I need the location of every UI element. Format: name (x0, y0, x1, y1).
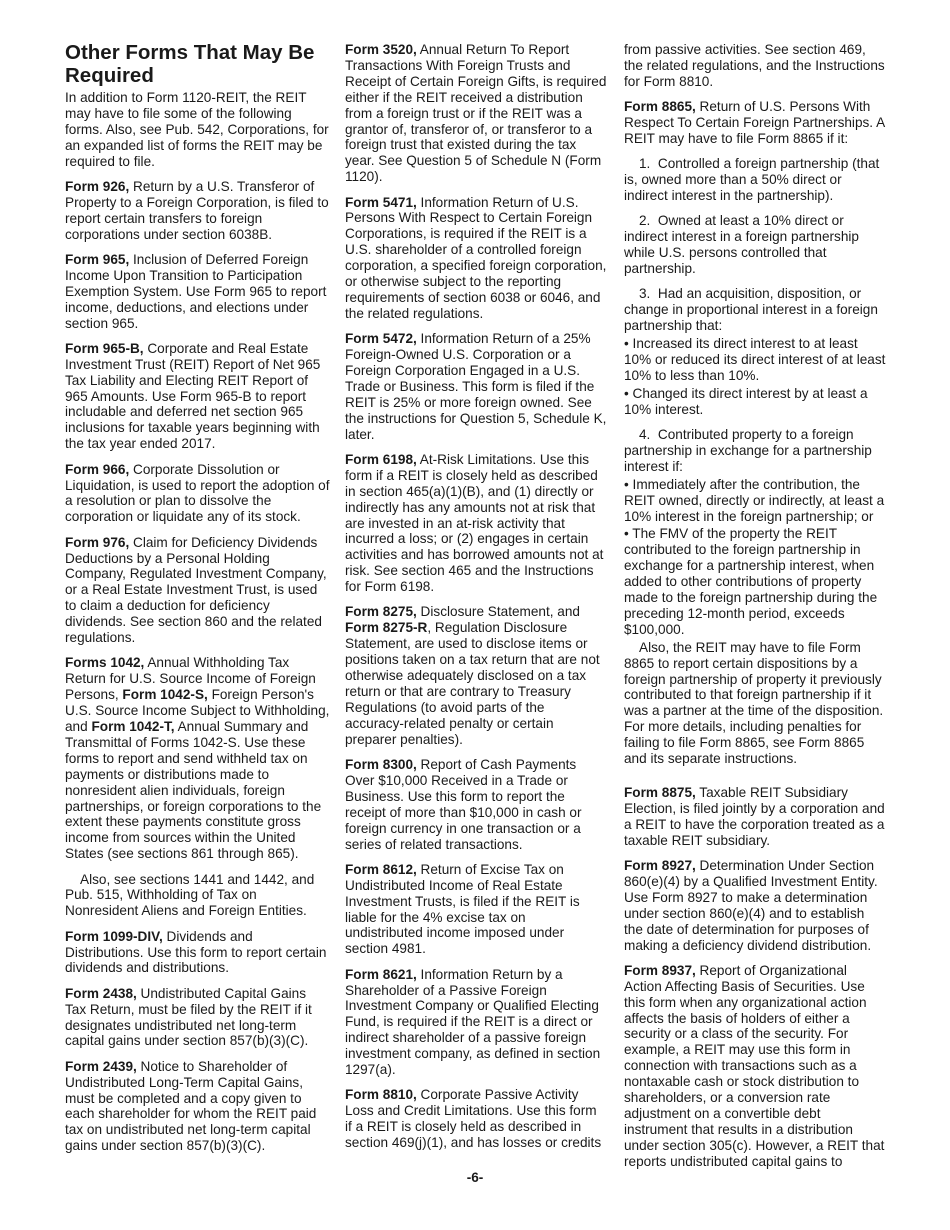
form-description: Determination Under Section 860(e)(4) by a Qualified Investment Entity. Use Form 8927 to make a determination under section 860(e)(4) and to establish the date of determination for purposes of making a deficiency dividend distribution. (624, 858, 878, 953)
form-description: Notice to Shareholder of Undistributed Long-Term Capital Gains, must be completed and a copy given to each shareholder for whom the REIT paid tax on undistributed net long-term capital gains under section 857(b)(3)(C). (65, 1058, 317, 1154)
form-8937-entry (624, 963, 886, 1170)
numbered-item-4: 4. Contributed property to a foreign partnership in exchange for a partnership interest if: (624, 426, 872, 474)
form-title: Form 2439, (65, 1058, 137, 1074)
form-title: Form 3520, (345, 42, 417, 57)
form-title: Form 965, (65, 251, 130, 267)
form-1099div-entry (65, 929, 330, 977)
form-title: Form 8810, (345, 1087, 417, 1103)
form-965-entry (65, 252, 330, 332)
form-description: Report of Cash Payments Over $10,000 Received in a Trade or Business. Use this form to report the receipt of more than $10,000 in cash or foreign currency in one transaction or a series of related transactions. (345, 757, 582, 852)
bullet-item: • Changed its direct interest by at least a 10% interest. (624, 385, 868, 417)
form-description: Undistributed Capital Gains Tax Return, must be filed by the REIT if it designates undistributed net long-term capital gains under section 857(b)(3)(C). (65, 985, 312, 1049)
form-title: Form 926, (65, 178, 130, 194)
intro-paragraph: In addition to Form 1120-REIT, the REIT may have to file some of the following forms. Also, see Pub. 542, Corporations, for an expanded list of forms the REIT may be required to file. (65, 90, 329, 169)
form-description: Report of Organizational Action Affecting Basis of Securities. Use this form when any organizational action affects the basis of holders of either a security or a class of the security. For example, a REIT may use this form in connection with transactions such as a nontaxable cash or stock distribution to shareholders, or a conversion rate adjustment on a convertible debt instrument that results in a distribution under section 305(c). However, a REIT that reports undistributed capital gains to (624, 962, 885, 1169)
form-2438-entry (65, 986, 330, 1050)
numbered-item-1: 1. Controlled a foreign partnership (that is, owned more than a 50% direct or indirect interest in the partnership). (624, 156, 880, 204)
form-966-entry (65, 462, 330, 526)
form-8865-entry (624, 99, 886, 147)
column-1 (65, 42, 330, 1164)
form-title: Form 8621, (345, 966, 417, 982)
form-title: Form 1042-S, (122, 687, 208, 703)
form-8927-entry (624, 858, 886, 953)
form-title: Form 976, (65, 534, 130, 550)
form-5472-entry (345, 331, 607, 442)
form-description: Foreign Person's U.S. Source Income Subject to Withholding, and (65, 687, 330, 734)
form-title: Form 8275-R (345, 620, 428, 636)
form-description: , Regulation Disclosure Statement, are used to disclose items or positions taken on a tax return that are not otherwise adequately disclosed on a tax return or that are contrary to Treasury Regulations (to avoid parts of the accuracy-related penalty or certain preparer penalties). (345, 620, 600, 747)
bullet-item: • Immediately after the contribution, the REIT owned, directly or indirectly, at least a 10% interest in the foreign partnership; or (624, 476, 885, 524)
form-description: Information Return of a 25% Foreign-Owned U.S. Corporation or a Foreign Corporation Engaged in a U.S. Trade or Business. This form is filed if the REIT is 25% or more foreign owned. See the instructions for Question 5, Schedule K, later. (345, 331, 607, 442)
form-title: Form 966, (65, 461, 130, 477)
form-title: Form 8300, (345, 757, 417, 773)
form-8810-continued: from passive activities. See section 469, the related regulations, and the Instructions for Form 8810. (624, 42, 885, 89)
form-title: Form 5472, (345, 331, 417, 347)
form-description: At-Risk Limitations. Use this form if a REIT is closely held as described in section 465(a)(1)(B), and (1) directly or indirectly has any amounts not at risk that are invested in an at-risk activity that incurred a loss; or (2) engages in certain activities and has borrowed amounts not at risk. See section 465 and the Instructions for Form 6198. (345, 451, 604, 595)
form-5471-entry (345, 195, 607, 322)
form-title: Form 1099-DIV, (65, 928, 163, 944)
form-965b-entry (65, 341, 330, 452)
form-title: Form 965-B, (65, 340, 144, 356)
form-8621-entry (345, 967, 607, 1078)
bullet-item: • The FMV of the property the REIT contributed to the foreign partnership in exchange for a partnership interest, when added to other contributions of property made to the foreign partnership during the preceding 12-month period, exceeds $100,000. (624, 526, 878, 637)
also-8865-paragraph: Also, the REIT may have to file Form 8865 to report certain dispositions by a foreign partnership of property it previously contributed to that foreign partnership if it was a partner at the time of the disposition. For more details, including penalties for failing to file Form 8865, see Form 8865 and its separate instructions. (624, 639, 884, 767)
form-title: Form 8612, (345, 861, 417, 877)
form-title: Forms 1042, (65, 655, 145, 671)
form-8810-entry (345, 1087, 607, 1151)
form-title: Form 2438, (65, 985, 137, 1001)
form-title: Form 6198, (345, 451, 417, 467)
form-title: Form 8865, (624, 99, 696, 115)
form-description: Claim for Deficiency Dividends Deductions by a Personal Holding Company, Regulated Investment Company, or a Real Estate Investment Trust, is used to claim a deduction for deficiency dividends. See section 860 and the related regulations. (65, 534, 327, 646)
form-description: Annual Withholding Tax Return for U.S. Source Income of Foreign Persons, (65, 655, 316, 703)
form-description: Corporate Dissolution or Liquidation, is used to report the adoption of a resolution or plan to dissolve the corporation or liquidate any of its stock. (65, 461, 330, 525)
form-description: Corporate Passive Activity Loss and Credit Limitations. Use this form if a REIT is closely held as described in section 469(j)(1), and has losses or credits (345, 1087, 602, 1151)
form-description: Return of U.S. Persons With Respect To Certain Foreign Partnerships. A REIT may have to file Form 8865 if it: (624, 99, 885, 146)
column-3 (624, 42, 886, 1179)
form-description: Return of Excise Tax on Undistributed Income of Real Estate Investment Trusts, is filed if the REIT is liable for the 4% excise tax on undistributed income imposed under section 4981. (345, 861, 580, 957)
form-title: Form 1042-T, (91, 718, 175, 734)
form-926-entry (65, 179, 330, 243)
form-title: Form 8937, (624, 962, 696, 978)
page-number: -6- (466, 1170, 484, 1185)
form-description: Corporate and Real Estate Investment Trust (REIT) Report of Net 965 Tax Liability and Electing REIT Report of 965 Amounts. Use Form 965-B to report includable and deferred net section 965 inclusions for taxable years beginning with the tax year ended 2017. (65, 340, 321, 452)
forms-1042-entry (65, 655, 330, 862)
also-1441-paragraph: Also, see sections 1441 and 1442, and Pub. 515, Withholding of Tax on Nonresident Aliens and Foreign Entities. (65, 871, 315, 919)
form-description: Disclosure Statement, and (416, 604, 580, 620)
form-description: Dividends and Distributions. Use this form to report certain dividends and distributions. (65, 928, 327, 976)
form-description: Annual Return To Report Transactions With Foreign Trusts and Receipt of Certain Foreign Gifts, is required either if the REIT received a distribution from a foreign trust or if the REIT was a grantor of, transferor of, or transferor to a foreign trust that existed during the tax year. See Question 5 of Schedule N (Form 1120). (345, 42, 607, 185)
form-title: Form 8275, (345, 604, 417, 620)
numbered-item-3: 3. Had an acquisition, disposition, or change in proportional interest in a foreign partnership that: (624, 286, 878, 334)
form-6198-entry (345, 452, 607, 595)
form-description: Information Return by a Shareholder of a Passive Foreign Investment Company or Qualified Electing Fund, is required if the REIT is a direct or indirect shareholder of a passive foreign investment company, as defined in section 1297(a). (345, 966, 601, 1078)
form-description: Taxable REIT Subsidiary Election, is filed jointly by a corporation and a REIT to have the corporation treated as a taxable REIT subsidiary. (624, 785, 885, 848)
form-8875-entry (624, 785, 886, 849)
form-8612-entry (345, 862, 607, 957)
bullet-item: • Increased its direct interest to at least 10% or reduced its direct interest of at least 10% to less than 10%. (624, 336, 886, 383)
column-2 (345, 42, 607, 1160)
form-description: Information Return of U.S. Persons With Respect to Certain Foreign Corporations, is required if the REIT is a U.S. shareholder of a controlled foreign corporation, a specified foreign corporation, or otherwise subject to the reporting requirements of section 6038 or 6046, and the related regulations. (345, 194, 607, 321)
form-title: Form 5471, (345, 194, 417, 210)
form-description: Inclusion of Deferred Foreign Income Upon Transition to Participation Exemption System. Use Form 965 to report income, deductions, and elections under section 965. (65, 251, 327, 331)
form-title: Form 8927, (624, 858, 696, 874)
form-title: Form 8875, (624, 785, 696, 801)
form-976-entry (65, 535, 330, 646)
form-3520-entry (345, 42, 607, 185)
form-8275-entry (345, 604, 607, 747)
form-2439-entry (65, 1059, 330, 1154)
form-8300-entry (345, 757, 607, 852)
form-description: Return by a U.S. Transferor of Property to a Foreign Corporation, is filed to report certain transfers to foreign corporations under section 6038B. (65, 178, 329, 242)
numbered-item-2: 2. Owned at least a 10% direct or indirect interest in a foreign partnership while U.S. persons controlled that partnership. (624, 213, 859, 277)
form-description: Annual Summary and Transmittal of Forms 1042-S. Use these forms to report and send withheld tax on payments or distributions made to nonresident alien individuals, foreign partnerships, or foreign corporations to the extent these payments constitute gross income from sources within the United States (see sections 861 through 865). (65, 718, 322, 862)
section-heading: Other Forms That May Be Required (65, 41, 315, 87)
